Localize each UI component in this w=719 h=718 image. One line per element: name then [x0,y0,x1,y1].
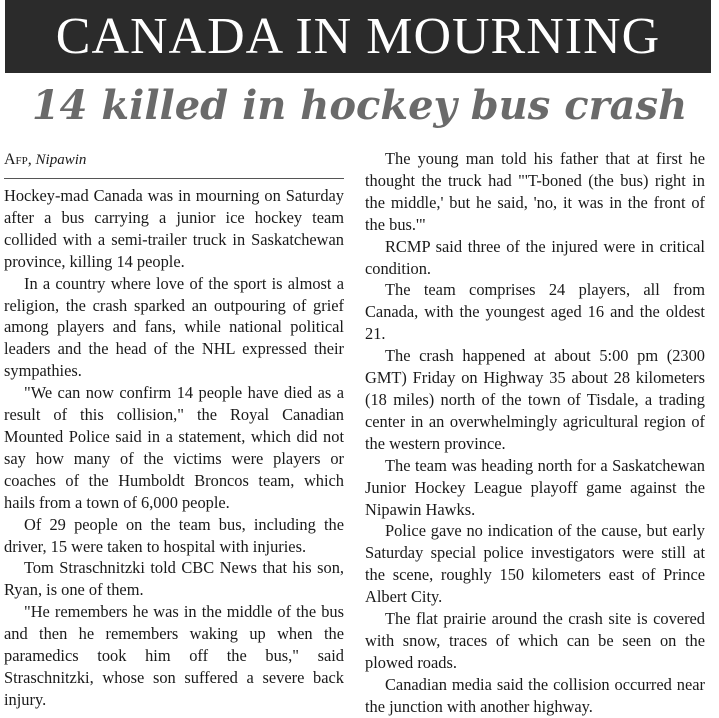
byline [4,148,344,179]
article-paragraph: The flat prairie around the crash site is covered with snow, traces of which can be seen on the plowed roads. [365,609,705,672]
article-column-left [4,148,344,711]
subheadline: 14 killed in hockey bus crash [31,82,688,129]
article-paragraph: Of 29 people on the team bus, including the driver, 15 were taken to hospital with injuries. [4,514,344,556]
article-paragraph: Hockey-mad Canada was in mourning on Saturday after a bus carrying a junior ice hockey team collided with a semi-trailer truck in Saskatchewan province, killing 14 people. [4,186,344,271]
article-paragraph: RCMP said three of the injured were in critical condition. [365,236,705,278]
article-column-right [365,148,705,718]
byline-place: Nipawin [35,152,87,168]
article-paragraph: The team was heading north for a Saskatchewan Junior Hockey League playoff game against the Nipawin Hawks. [365,455,705,519]
article-paragraph: Police gave no indication of the cause, but early Saturday special police investigators were still at the scene, roughly 150 kilometers east of Prince Albert City. [365,521,705,607]
article-paragraph: The young man told his father that at first he thought the truck had "'T-boned (the bus) right in the middle,' but he said, 'no, it was in the front of the bus.'" [365,149,705,234]
article-paragraph: Tom Straschnitzki told CBC News that his son, Ryan, is one of them. [4,558,344,600]
article-paragraph: The crash happened at about 5:00 pm (2300 GMT) Friday on Highway 35 about 28 kilometers (18 miles) north of the town of Tisdale, a trading center in an overwhelmingly agricultural region of the western province. [365,346,705,453]
article-paragraph: The team comprises 24 players, all from Canada, with the youngest aged 16 and the oldest 21. [365,280,705,344]
article-paragraph: Canadian media said the collision occurred near the junction with another highway. [365,674,705,716]
headline: CANADA IN MOURNING [55,7,661,65]
article-paragraph: In a country where love of the sport is almost a religion, the crash sparked an outpouring of grief among players and fans, while national political leaders and the head of the NHL expressed their sympathies. [4,273,344,381]
byline-agency: Afp, [4,151,32,168]
article-paragraph: "We can now confirm 14 people have died as a result of this collision," the Royal Canadian Mounted Police said in a statement, which did not say how many of the victims were players or coaches of the Humboldt Broncos team, which hails from a town of 6,000 people. [4,383,344,512]
article-paragraph: "He remembers he was in the middle of the bus and then he remembers waking up when the paramedics took him off the bus," said Straschnitzki, whose son suffered a severe back injury. [4,602,344,709]
headline-banner [5,0,711,73]
